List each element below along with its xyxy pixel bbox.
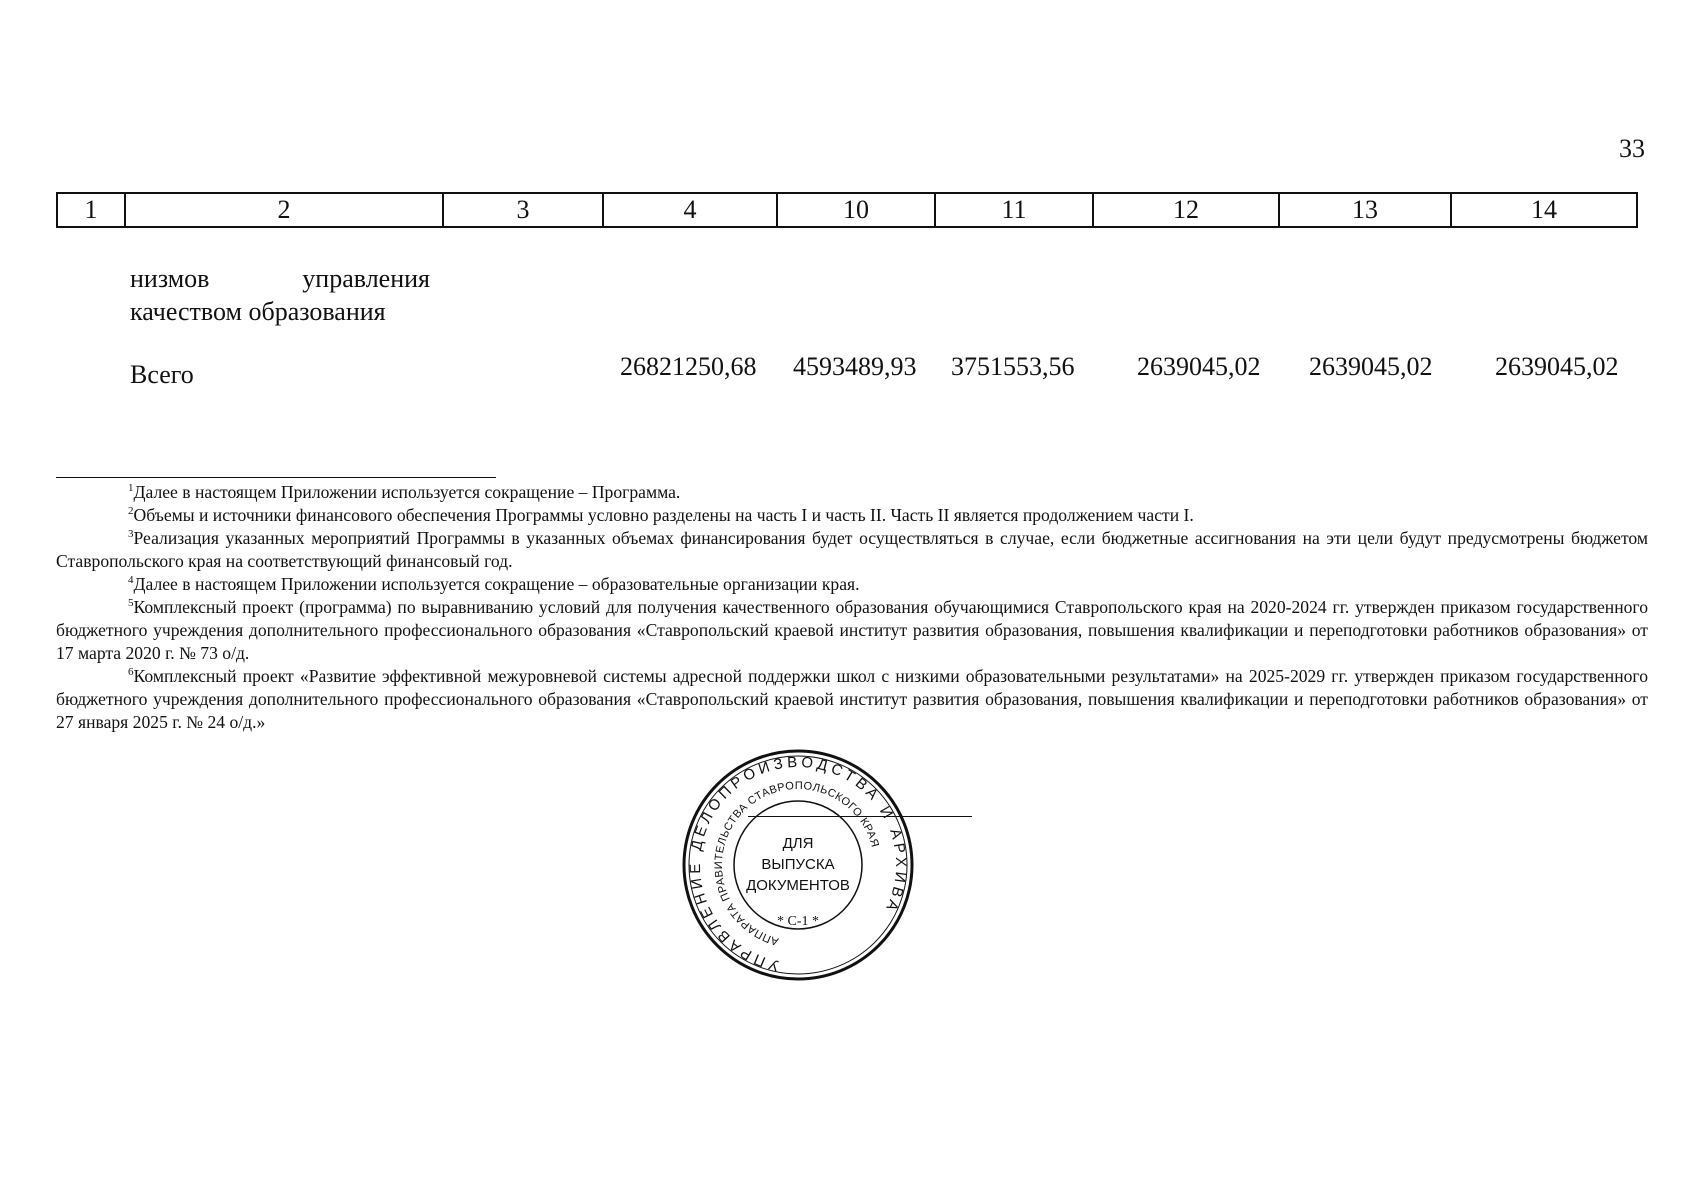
total-label: Всего	[130, 360, 194, 389]
column-header: 10	[777, 193, 935, 227]
footnote-marker: 1	[128, 482, 134, 495]
column-header: 1	[57, 193, 125, 227]
footnotes	[56, 481, 1648, 734]
footnote	[56, 527, 1648, 573]
stamp-center-line: ДЛЯ	[782, 835, 814, 852]
footnote	[56, 665, 1648, 734]
stamp-inner-text: АППАРАТА ПРАВИТЕЛЬСТВА СТАВРОПОЛЬСКОГО КРАЯ	[713, 779, 881, 948]
footnote-text: Объемы и источники финансового обеспечения Программы условно разделены на часть I и часть II. Часть II является продолжением части I.	[133, 505, 1194, 525]
column-header: 12	[1093, 193, 1279, 227]
footnote-text: Далее в настоящем Приложении используется сокращение – Программа.	[133, 482, 681, 502]
column-header: 13	[1279, 193, 1451, 227]
page-number: 33	[1619, 134, 1645, 163]
column-header-table	[56, 192, 1638, 228]
column-header: 3	[443, 193, 603, 227]
stamp-outer-text: УПРАВЛЕНИЕ ДЕЛОПРОИЗВОДСТВА И АРХИВА	[686, 753, 910, 975]
total-value: 3751553,56	[951, 352, 1075, 381]
footnote-marker: 5	[128, 597, 134, 610]
footnote-separator	[56, 477, 496, 478]
footnote-marker: 2	[128, 505, 134, 518]
column-header: 4	[603, 193, 777, 227]
total-value: 4593489,93	[793, 352, 917, 381]
footnote	[56, 504, 1648, 527]
total-value: 2639045,02	[1495, 352, 1619, 381]
stamp-center-line: ВЫПУСКА	[761, 856, 835, 873]
signature-line	[748, 816, 972, 817]
footnote-marker: 6	[128, 666, 134, 679]
footnote	[56, 573, 1648, 596]
footnote-text: Комплексный проект (программа) по выравниванию условий для получения качественного образования обучающимися Ставропольского края на 2020-2024 гг. утвержден приказом государственного бюджетного учреждения дополнительного профессионального образования «Ставропольский краевой институт развития образования, повышения квалификации и переподготовки работников образования» от 17 марта 2020 г. № 73 о/д.	[56, 597, 1648, 663]
column-header: 2	[125, 193, 443, 227]
footnote-marker: 4	[128, 574, 134, 587]
column-header: 14	[1451, 193, 1637, 227]
footnote-marker: 3	[128, 528, 134, 541]
column-header: 11	[935, 193, 1093, 227]
total-value: 2639045,02	[1137, 352, 1261, 381]
stamp-center-line: ДОКУМЕНТОВ	[746, 877, 850, 894]
row-description: низмов управления качеством образования	[130, 264, 430, 326]
total-value: 2639045,02	[1309, 352, 1433, 381]
footnote-text: Далее в настоящем Приложении используется сокращение – образовательные организации края.	[133, 574, 860, 594]
official-stamp	[678, 745, 918, 985]
footnote-text: Комплексный проект «Развитие эффективной межуровневой системы адресной поддержки школ с низкими образовательными результатами» на 2025-2029 гг. утвержден приказом государственного бюджетного учреждения дополнительного профессионального образования «Ставропольский краевой институт развития образования, повышения квалификации и переподготовки работников образования» от 27 января 2025 г. № 24 о/д.»	[56, 666, 1648, 732]
footnote	[56, 596, 1648, 665]
total-value: 26821250,68	[620, 352, 757, 381]
footnote	[56, 481, 1648, 504]
footnote-text: Реализация указанных мероприятий Программы в указанных объемах финансирования будет осуществляться в случае, если бюджетные ассигнования на эти цели будут предусмотрены бюджетом Ставропольского края на соответствующий финансовый год.	[56, 528, 1648, 571]
stamp-code: * С-1 *	[777, 914, 819, 929]
